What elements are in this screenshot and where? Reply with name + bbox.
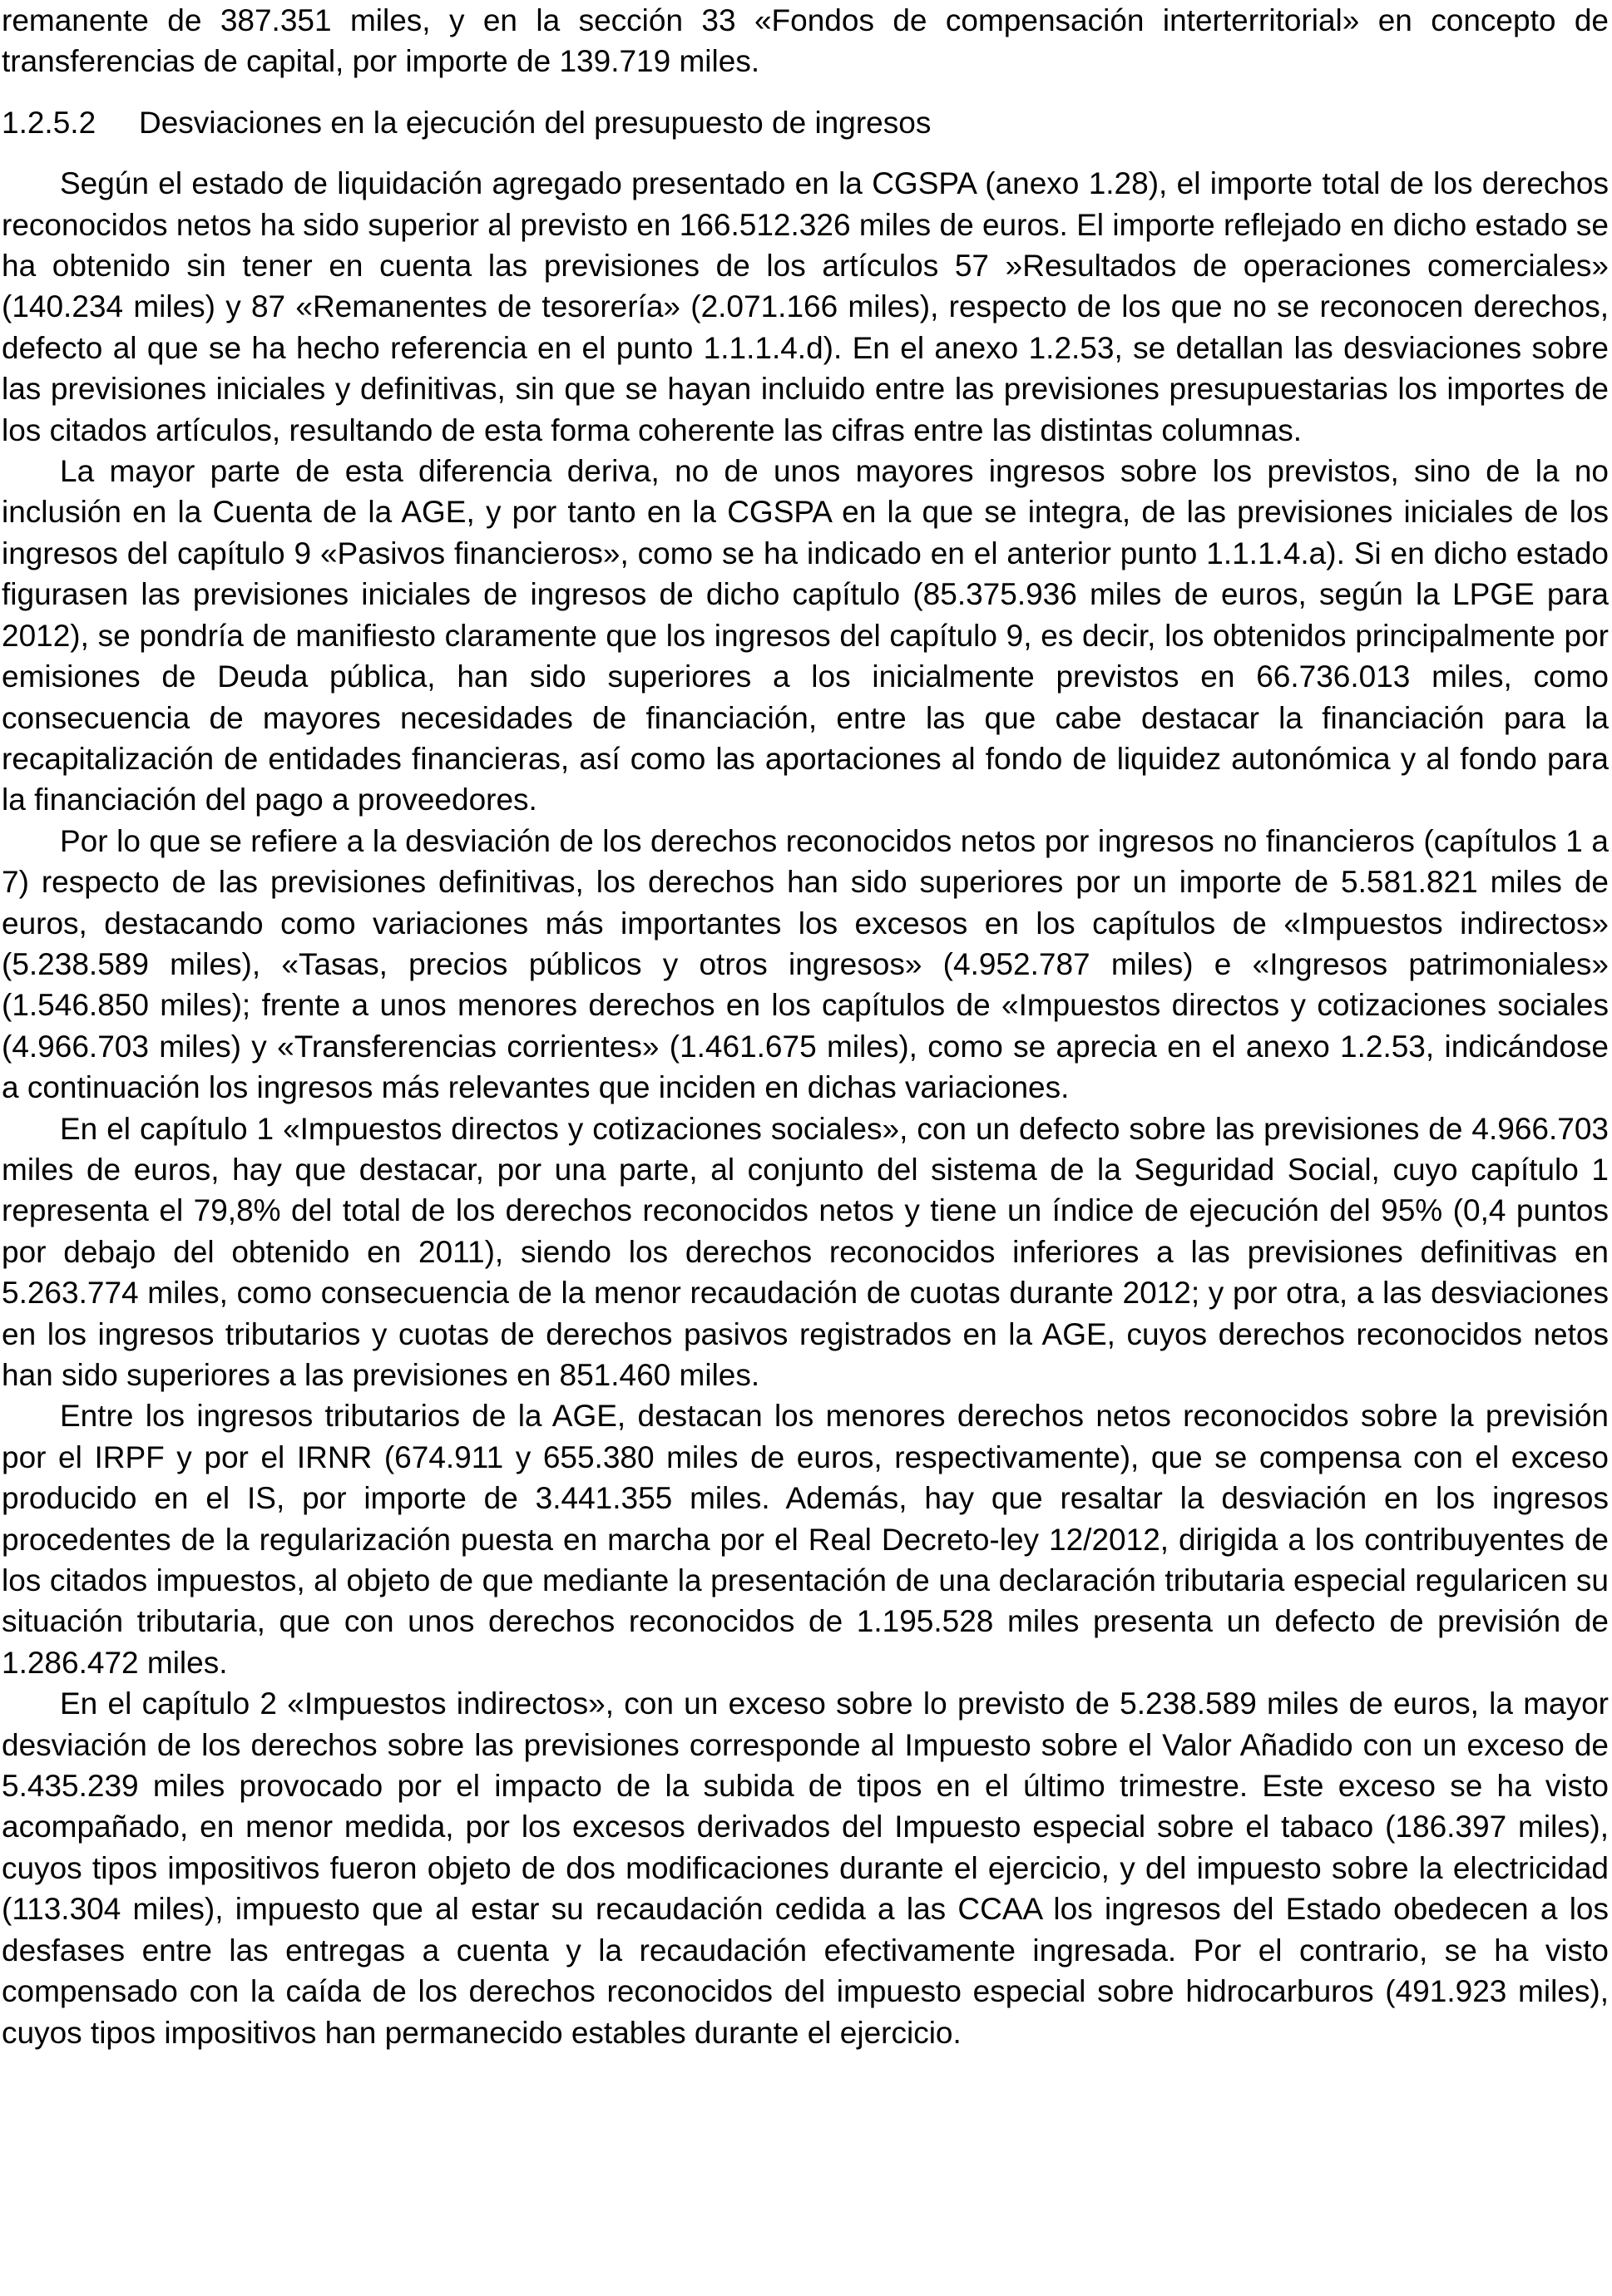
- section-heading: [2, 102, 1609, 143]
- section-number: 1.2.5.2: [2, 105, 96, 140]
- section-title: Desviaciones en la ejecución del presupuesto de ingresos: [139, 105, 932, 140]
- intro-paragraph: remanente de 387.351 miles, y en la sección 33 «Fondos de compensación interterritorial» en concepto de transferencias de capital, por importe de 139.719 miles.: [2, 3, 1609, 79]
- paragraph-4: En el capítulo 1 «Impuestos directos y cotizaciones sociales», con un defecto sobre las previsiones de 4.966.703 miles de euros, hay que destacar, por una parte, al conjunto del sistema de la Seguridad Social, cuyo capítulo 1 representa el 79,8% del total de los derechos reconocidos netos y tiene un índice de ejecución del 95% (0,4 puntos por debajo del obtenido en 2011), siendo los derechos reconocidos inferiores a las previsiones definitivas en 5.263.774 miles, como consecuencia de la menor recaudación de cuotas durante 2012; y por otra, a las desviaciones en los ingresos tributarios y cuotas de derechos pasivos registrados en la AGE, cuyos derechos reconocidos netos han sido superiores a las previsiones en 851.460 miles.: [2, 1111, 1609, 1392]
- paragraph-5: Entre los ingresos tributarios de la AGE, destacan los menores derechos netos reconocidos sobre la previsión por el IRPF y por el IRNR (674.911 y 655.380 miles de euros, respectivamente), que se compensa con el exceso producido en el IS, por importe de 3.441.355 miles. Además, hay que resaltar la desviación en los ingresos procedentes de la regularización puesta en marcha por el Real Decreto-ley 12/2012, dirigida a los contribuyentes de los citados impuestos, al objeto de que mediante la presentación de una declaración tributaria especial regularicen su situación tributaria, que con unos derechos reconocidos de 1.195.528 miles presenta un defecto de previsión de 1.286.472 miles.: [2, 1399, 1609, 1680]
- paragraph-2: La mayor parte de esta diferencia deriva, no de unos mayores ingresos sobre los previstos, sino de la no inclusión en la Cuenta de la AGE, y por tanto en la CGSPA en la que se integra, de las previsiones iniciales de los ingresos del capítulo 9 «Pasivos financieros», como se ha indicado en el anterior punto 1.1.1.4.a). Si en dicho estado figurasen las previsiones iniciales de ingresos de dicho capítulo (85.375.936 miles de euros, según la LPGE para 2012), se pondría de manifiesto claramente que los ingresos del capítulo 9, es decir, los obtenidos principalmente por emisiones de Deuda pública, han sido superiores a los inicialmente previstos en 66.736.013 miles, como consecuencia de mayores necesidades de financiación, entre las que cabe destacar la financiación para la recapitalización de entidades financieras, así como las aportaciones al fondo de liquidez autonómica y al fondo para la financiación del pago a proveedores.: [2, 454, 1609, 817]
- paragraph-3: Por lo que se refiere a la desviación de los derechos reconocidos netos por ingresos no financieros (capítulos 1 a 7) respecto de las previsiones definitivas, los derechos han sido superiores por un importe de 5.581.821 miles de euros, destacando como variaciones más importantes los excesos en los capítulos de «Impuestos indirectos» (5.238.589 miles), «Tasas, precios públicos y otros ingresos» (4.952.787 miles) e «Ingresos patrimoniales» (1.546.850 miles); frente a unos menores derechos en los capítulos de «Impuestos directos y cotizaciones sociales (4.966.703 miles) y «Transferencias corrientes» (1.461.675 miles), como se aprecia en el anexo 1.2.53, indicándose a continuación los ingresos más relevantes que inciden en dichas variaciones.: [2, 823, 1609, 1105]
- paragraph-6: En el capítulo 2 «Impuestos indirectos», con un exceso sobre lo previsto de 5.238.589 miles de euros, la mayor desviación de los derechos sobre las previsiones corresponde al Impuesto sobre el Valor Añadido con un exceso de 5.435.239 miles provocado por el impacto de la subida de tipos en el último trimestre. Este exceso se ha visto acompañado, en menor medida, por los excesos derivados del Impuesto especial sobre el tabaco (186.397 miles), cuyos tipos impositivos fueron objeto de dos modificaciones durante el ejercicio, y del impuesto sobre la electricidad (113.304 miles), impuesto que al estar su recaudación cedida a las CCAA los ingresos del Estado obedecen a los desfases entre las entregas a cuenta y la recaudación efectivamente ingresada. Por el contrario, se ha visto compensado con la caída de los derechos reconocidos del impuesto especial sobre hidrocarburos (491.923 miles), cuyos tipos impositivos han permanecido estables durante el ejercicio.: [2, 1686, 1609, 2050]
- paragraph-1: Según el estado de liquidación agregado presentado en la CGSPA (anexo 1.28), el importe total de los derechos reconocidos netos ha sido superior al previsto en 166.512.326 miles de euros. El importe reflejado en dicho estado se ha obtenido sin tener en cuenta las previsiones de los artículos 57 »Resultados de operaciones comerciales» (140.234 miles) y 87 «Remanentes de tesorería» (2.071.166 miles), respecto de los que no se reconocen derechos, defecto al que se ha hecho referencia en el punto 1.1.1.4.d). En el anexo 1.2.53, se detallan las desviaciones sobre las previsiones iniciales y definitivas, sin que se hayan incluido entre las previsiones presupuestarias los importes de los citados artículos, resultando de esta forma coherente las cifras entre las distintas columnas.: [2, 166, 1609, 447]
